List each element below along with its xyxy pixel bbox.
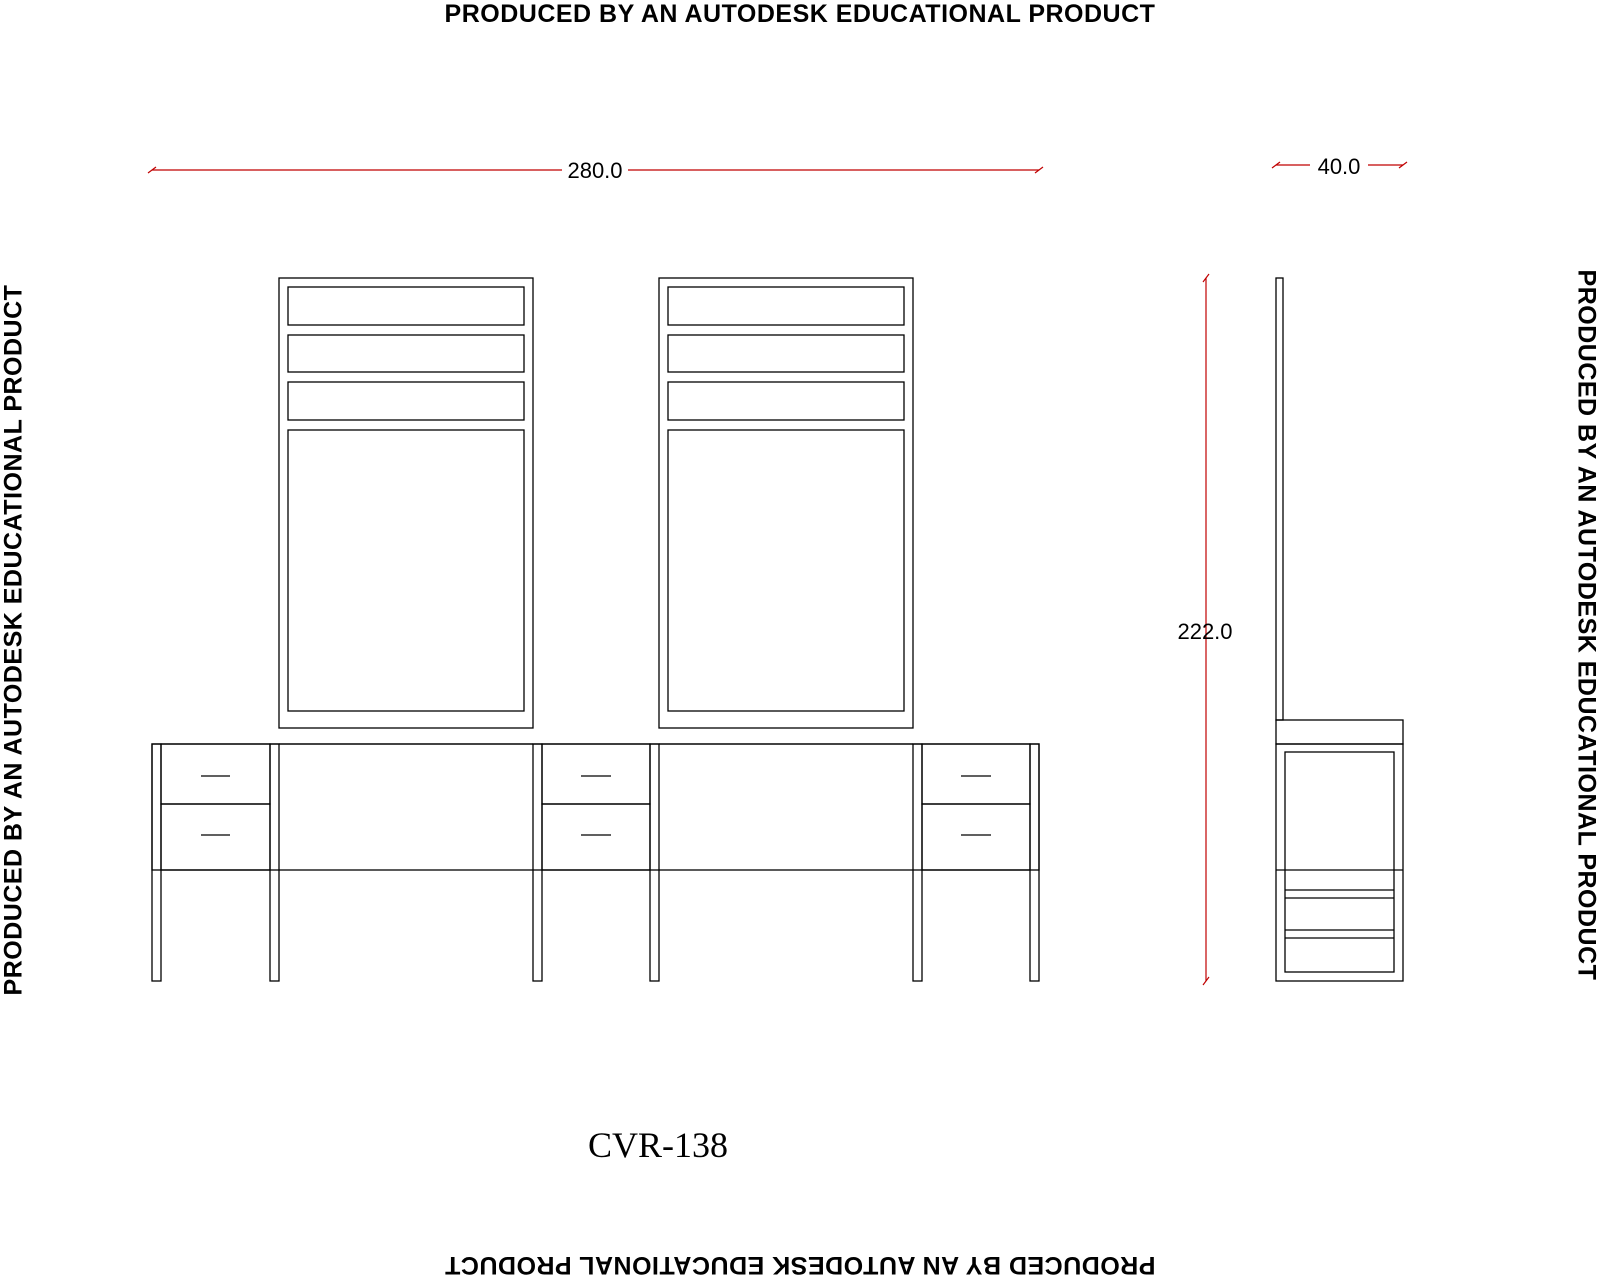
leg bbox=[650, 744, 659, 981]
dim-height-text: 222.0 bbox=[1177, 619, 1233, 644]
mirror-left-shelf-2 bbox=[288, 335, 524, 372]
side-mirror-upright bbox=[1276, 278, 1283, 720]
mirror-right-frame bbox=[659, 278, 913, 728]
drawer bbox=[161, 804, 270, 870]
mirror-left bbox=[279, 278, 533, 744]
mirror-right-shelf-1 bbox=[668, 287, 904, 325]
mirror-right-glass bbox=[668, 430, 904, 711]
side-elevation bbox=[1276, 278, 1403, 981]
drawing-label: CVR-138 bbox=[587, 1125, 729, 1165]
mirror-left-shelf-1 bbox=[288, 287, 524, 325]
side-body bbox=[1276, 744, 1403, 981]
watermark-top: PRODUCED BY AN AUTODESK EDUCATIONAL PRODUCT bbox=[444, 0, 1156, 28]
front-elevation bbox=[152, 278, 1039, 981]
dimension-lines bbox=[148, 162, 1407, 985]
dim-depth-text: 40.0 bbox=[1317, 154, 1361, 179]
leg bbox=[270, 744, 279, 981]
dim-width-text: 280.0 bbox=[567, 158, 623, 183]
mirror-right bbox=[659, 278, 913, 744]
leg bbox=[533, 744, 542, 981]
leg bbox=[913, 744, 922, 981]
mirror-left-glass bbox=[288, 430, 524, 711]
desk-body bbox=[152, 744, 1039, 870]
drawer bbox=[922, 744, 1030, 804]
watermark-right: PRODUCED BY AN AUTODESK EDUCATIONAL PRODUCT bbox=[1572, 269, 1600, 981]
watermark-left: PRODUCED BY AN AUTODESK EDUCATIONAL PRODUCT bbox=[0, 284, 28, 996]
mirror-left-frame bbox=[279, 278, 533, 728]
mirror-right-shelf-3 bbox=[668, 382, 904, 420]
drawer bbox=[542, 804, 650, 870]
drawer bbox=[922, 804, 1030, 870]
leg bbox=[1030, 744, 1039, 981]
drawer bbox=[542, 744, 650, 804]
side-panel bbox=[1285, 752, 1394, 972]
side-top bbox=[1276, 720, 1403, 744]
watermark-bottom: PRODUCED BY AN AUTODESK EDUCATIONAL PRODUCT bbox=[444, 1251, 1156, 1279]
leg bbox=[152, 744, 161, 981]
drawer bbox=[161, 744, 270, 804]
mirror-left-shelf-3 bbox=[288, 382, 524, 420]
mirror-right-shelf-2 bbox=[668, 335, 904, 372]
